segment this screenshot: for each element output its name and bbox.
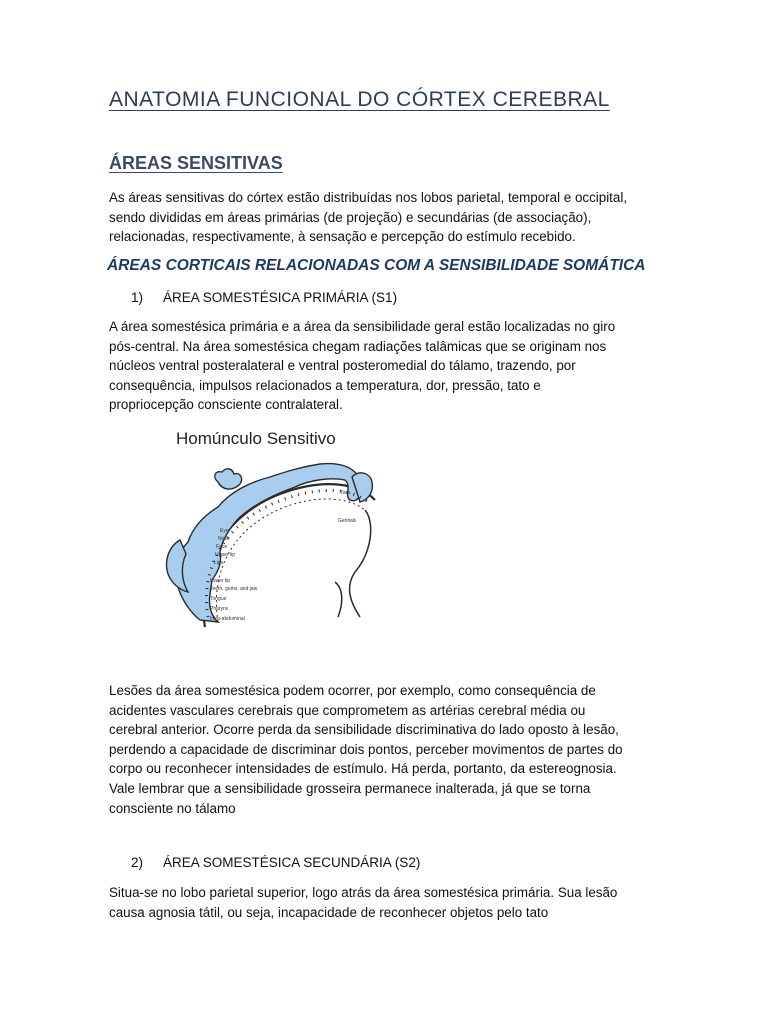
text-line: Vale lembrar que a sensibilidade grosseira permanece inalterada, já que se torna: [109, 780, 591, 796]
paragraph-s1: [109, 317, 669, 415]
list-item-s2: [131, 855, 420, 870]
homunculus-figure: [160, 422, 400, 647]
label-lower-lip: Lower lip: [210, 578, 231, 584]
text-line: Lesões da área somestésica podem ocorrer, por exemplo, como consequência de: [109, 683, 596, 698]
text-line: núcleos ventral posteralateral e ventral posteromedial do tálamo, trazendo, por: [109, 358, 576, 374]
text-line: consequência, impulsos relacionados a temperatura, dor, pressão, tato e: [109, 377, 541, 393]
label-lips: Lips: [214, 560, 224, 566]
list-number: 2): [131, 855, 144, 870]
document-title: ANATOMIA FUNCIONAL DO CÓRTEX CEREBRAL: [109, 88, 610, 111]
ventricle-line: [335, 582, 342, 617]
list-number: 1): [131, 290, 144, 305]
label-genitals: Genitals: [338, 518, 357, 524]
label-eye: Eye: [220, 528, 229, 534]
paragraph-s2: [109, 883, 669, 922]
list-label: ÁREA SOMESTÉSICA SECUNDÁRIA (S2): [163, 855, 421, 870]
text-line: relacionadas, respectivamente, à sensação e percepção do estímulo recebido.: [109, 229, 576, 245]
text-line: propriocepção consciente contralateral.: [109, 397, 343, 413]
text-line: cerebral anterior. Ocorre perda da sensibilidade discriminativa do lado oposto à lesão,: [109, 722, 619, 738]
figure-title: Homúnculo Sensitivo: [176, 429, 336, 448]
text-line: corpo ou reconhecer intensidades de estímulo. Há perda, portanto, da estereognosia.: [109, 761, 617, 777]
text-line: acidentes vasculares cerebrais que comprometem as artérias cerebral média ou: [109, 702, 586, 718]
label-pharynx: Pharynx: [210, 606, 229, 612]
text-line: Situa-se no lobo parietal superior, logo atrás da área somestésica primária. Sua lesão: [109, 885, 618, 900]
list-label: ÁREA SOMESTÉSICA PRIMÁRIA (S1): [163, 290, 398, 305]
text-line: causa agnosia tátil, ou seja, incapacidade de reconhecer objetos pelo tato: [109, 904, 549, 920]
text-line: pós-central. Na área somestésica chegam radiações talâmicas que se originam nos: [109, 338, 607, 354]
homunculus-hand: [215, 469, 242, 489]
paragraph-lesions: [109, 681, 669, 818]
label-nose: Nose: [218, 536, 230, 542]
label-upper-lip: Upper lip: [215, 552, 236, 558]
text-line: consciente no tálamo: [109, 800, 236, 816]
text-line: As áreas sensitivas do córtex estão distribuídas nos lobos parietal, temporal e occipital,: [109, 190, 628, 205]
text-line: A área somestésica primária e a área da sensibilidade geral estão localizadas no giro: [109, 319, 616, 334]
subheading: ÁREAS CORTICAIS RELACIONADAS COM A SENSIBILIDADE SOMÁTICA: [107, 257, 646, 274]
list-item-s1: [131, 290, 397, 305]
section-heading: ÁREAS SENSITIVAS: [109, 153, 283, 173]
text-line: sendo divididas em áreas primárias (de projeção) e secundárias (de associação),: [109, 209, 592, 225]
label-face: Face: [216, 544, 228, 550]
label-intra-abdominal: Intra-abdominal: [210, 616, 245, 622]
intro-paragraph: [109, 188, 669, 247]
label-tongue: Tongue: [210, 596, 227, 602]
homunculus-body: [176, 464, 362, 622]
label-toes: Toes: [340, 490, 351, 496]
medial-surface-line: [350, 510, 371, 617]
label-teeth: Teeth, gums, and jaw: [210, 586, 258, 592]
homunculus-illustration: [160, 422, 400, 647]
text-line: perdendo a capacidade de discriminar dois pontos, perceber movimentos de partes do: [109, 741, 623, 757]
